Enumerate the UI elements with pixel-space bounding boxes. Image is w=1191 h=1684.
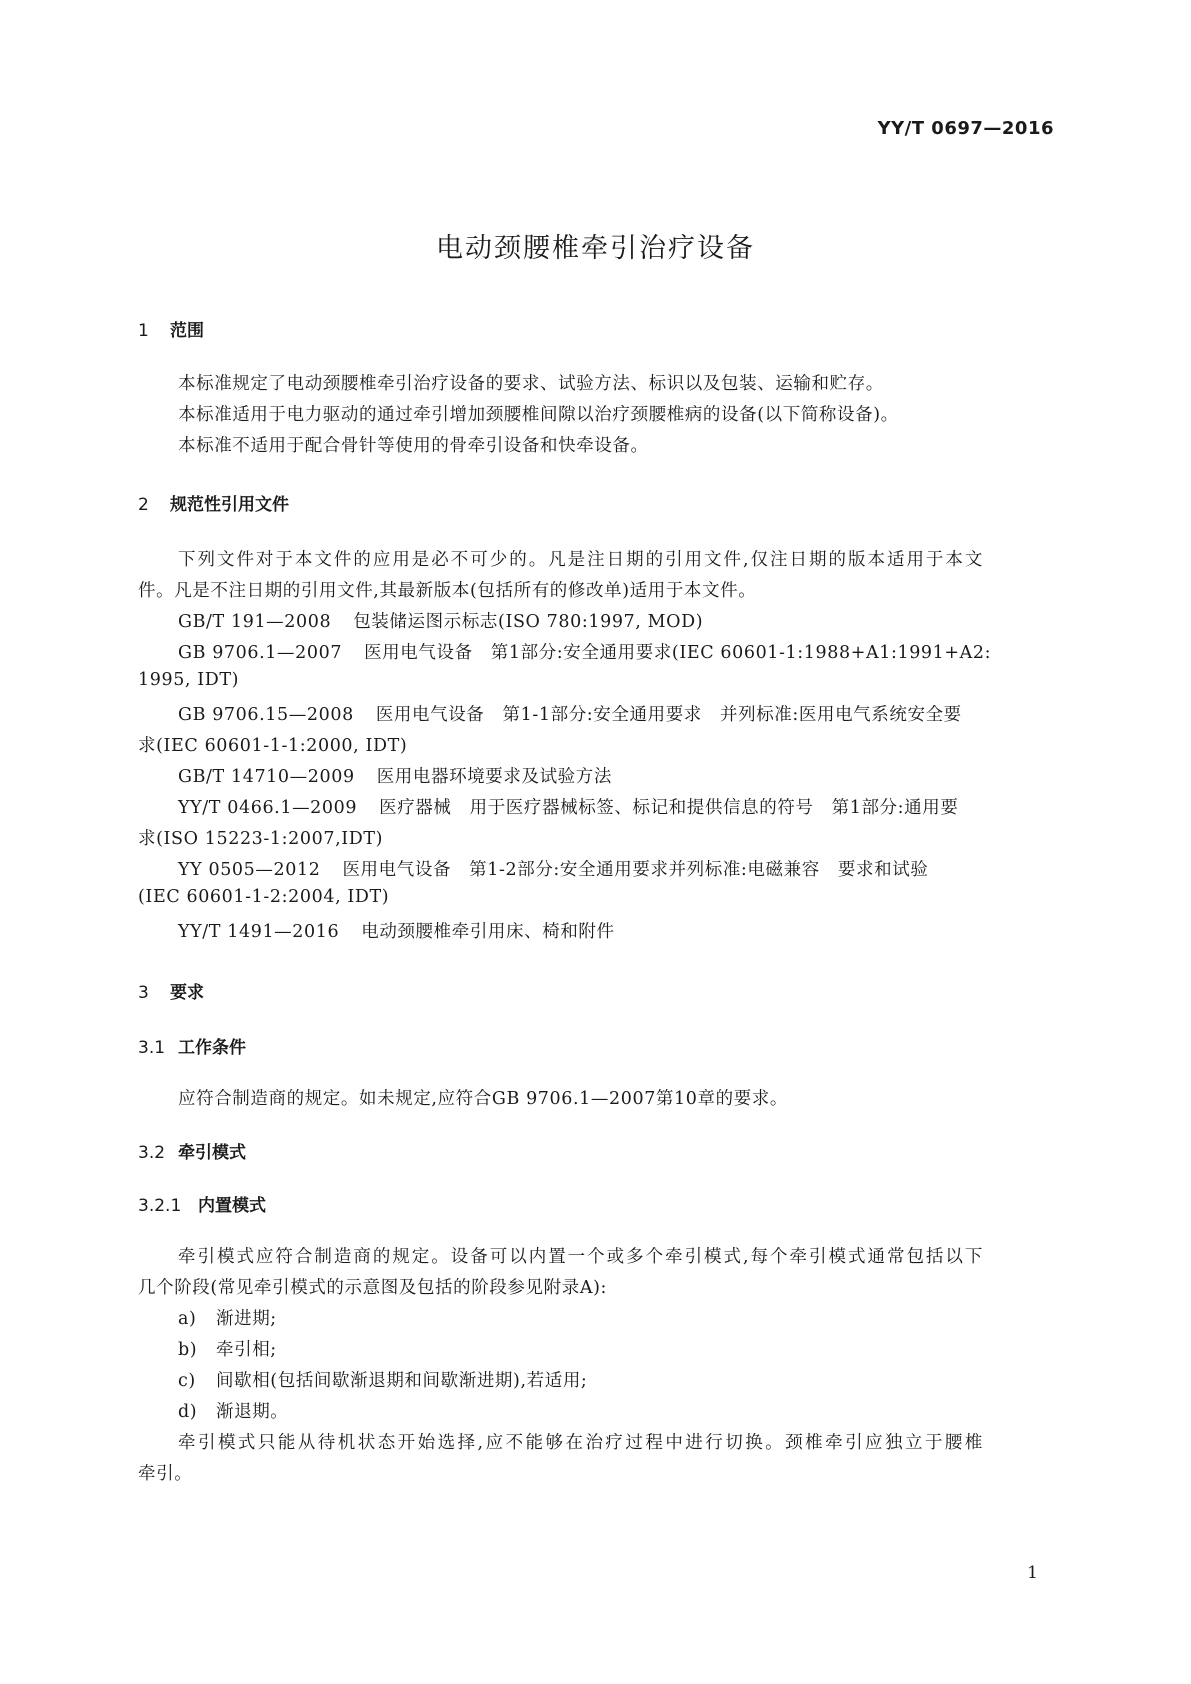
- reference-item: [178, 918, 615, 943]
- section-title: 要求: [170, 983, 204, 1003]
- section-number: 1: [138, 321, 149, 341]
- paragraph-continuation: 几个阶段(常见牵引模式的示意图及包括的阶段参见附录A):: [138, 1278, 607, 1298]
- paragraph-continuation: 牵引。: [138, 1464, 193, 1484]
- reference-item: [178, 639, 991, 664]
- section-3-1-heading: [138, 1033, 246, 1058]
- list-item-label: a): [178, 1309, 197, 1329]
- section-number: 3: [138, 983, 149, 1003]
- list-item-text: 牵引相;: [216, 1340, 277, 1360]
- section-3-heading: [138, 978, 204, 1003]
- list-item-label: c): [178, 1371, 196, 1391]
- section-number: 3.2: [138, 1143, 166, 1163]
- reference-code: GB/T 14710—2009: [178, 767, 355, 787]
- section-2-heading: [138, 490, 289, 515]
- section-3-2-heading: [138, 1138, 246, 1163]
- section-title: 规范性引用文件: [170, 495, 289, 515]
- section-title: 工作条件: [178, 1038, 246, 1058]
- reference-code: GB 9706.1—2007: [178, 643, 343, 663]
- section-number: 3.2.1: [138, 1196, 182, 1216]
- reference-code: GB/T 191—2008: [178, 612, 332, 632]
- reference-item: [178, 856, 928, 881]
- reference-code: YY/T 0466.1—2009: [178, 798, 358, 818]
- reference-item: [178, 608, 703, 633]
- list-item: [178, 1367, 587, 1392]
- reference-title: 医用电气设备 第1-2部分:安全通用要求并列标准:电磁兼容 要求和试验: [342, 860, 929, 880]
- standard-number: YY/T 0697—2016: [877, 118, 1054, 139]
- section-3-2-1-heading: [138, 1191, 266, 1216]
- paragraph: 应符合制造商的规定。如未规定,应符合GB 9706.1—2007第10章的要求。: [178, 1089, 789, 1109]
- paragraph: 本标准规定了电动颈腰椎牵引治疗设备的要求、试验方法、标识以及包装、运输和贮存。: [178, 374, 884, 394]
- section-title: 范围: [170, 321, 204, 341]
- section-number: 3.1: [138, 1038, 166, 1058]
- paragraph: 下列文件对于本文件的应用是必不可少的。凡是注日期的引用文件,仅注日期的版本适用于本文: [178, 550, 983, 570]
- paragraph: 牵引模式只能从待机状态开始选择,应不能够在治疗过程中进行切换。颈椎牵引应独立于腰椎: [178, 1433, 983, 1453]
- list-item: [178, 1336, 277, 1361]
- list-item-label: b): [178, 1340, 198, 1360]
- reference-item: [178, 763, 612, 788]
- paragraph: 牵引模式应符合制造商的规定。设备可以内置一个或多个牵引模式,每个牵引模式通常包括以下: [178, 1247, 983, 1267]
- reference-continuation: 求(IEC 60601-1-1:2000, IDT): [138, 736, 408, 756]
- section-1-heading: [138, 316, 204, 341]
- list-item-text: 渐退期。: [216, 1402, 289, 1422]
- list-item-text: 间歇相(包括间歇渐退期和间歇渐进期),若适用;: [216, 1371, 588, 1391]
- reference-title: 包装储运图示标志(ISO 780:1997, MOD): [353, 612, 704, 632]
- list-item: [178, 1305, 277, 1330]
- reference-code: GB 9706.15—2008: [178, 705, 354, 725]
- paragraph: 本标准不适用于配合骨针等使用的骨牵引设备和快牵设备。: [178, 436, 649, 456]
- paragraph-continuation: 件。凡是不注日期的引用文件,其最新版本(包括所有的修改单)适用于本文件。: [138, 581, 757, 601]
- reference-item: [178, 701, 962, 726]
- list-item: [178, 1398, 288, 1423]
- list-item-text: 渐进期;: [216, 1309, 277, 1329]
- reference-title: 电动颈腰椎牵引用床、椅和附件: [361, 922, 615, 942]
- reference-title: 医用电器环境要求及试验方法: [376, 767, 612, 787]
- section-number: 2: [138, 495, 149, 515]
- paragraph: 本标准适用于电力驱动的通过牵引增加颈腰椎间隙以治疗颈腰椎病的设备(以下简称设备)。: [178, 405, 899, 425]
- page-number: 1: [1027, 1563, 1038, 1583]
- section-title: 内置模式: [198, 1196, 266, 1216]
- reference-title: 医用电气设备 第1部分:安全通用要求(IEC 60601-1:1988+A1:1991+A2:: [364, 643, 992, 663]
- reference-item: [178, 794, 958, 819]
- reference-continuation: 求(ISO 15223-1:2007,IDT): [138, 829, 384, 849]
- reference-code: YY 0505—2012: [178, 860, 321, 880]
- reference-title: 医用电气设备 第1-1部分:安全通用要求 并列标准:医用电气系统安全要: [375, 705, 962, 725]
- reference-continuation: 1995, IDT): [138, 670, 240, 690]
- reference-code: YY/T 1491—2016: [178, 922, 340, 942]
- reference-title: 医疗器械 用于医疗器械标签、标记和提供信息的符号 第1部分:通用要: [379, 798, 959, 818]
- list-item-label: d): [178, 1402, 198, 1422]
- document-title: 电动颈腰椎牵引治疗设备: [436, 233, 755, 264]
- section-title: 牵引模式: [178, 1143, 246, 1163]
- reference-continuation: (IEC 60601-1-2:2004, IDT): [138, 887, 390, 907]
